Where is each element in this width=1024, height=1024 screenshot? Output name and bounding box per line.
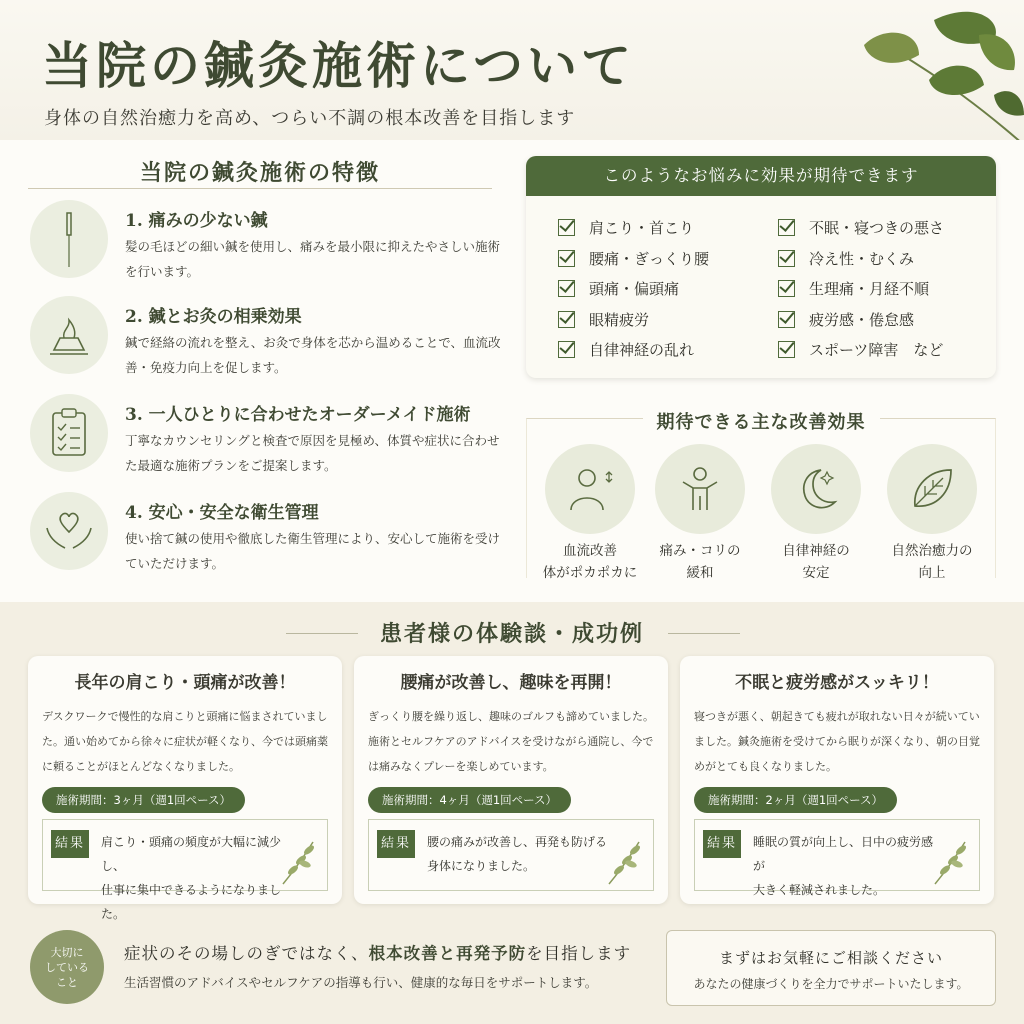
feature-text: 丁寧なカウンセリングと検査で原因を見極め、体質や症状に合わせた最適な施術プランをご提案します。 [125,433,500,473]
feature-item [30,200,500,296]
concern-item: 生理痛・月経不順 [778,277,929,299]
badge-line: している [45,960,89,974]
moxa-icon [30,296,108,374]
feature-title: 2. 鍼とお灸の相乗効果 [125,307,302,327]
result-box [42,819,328,921]
concern-item: 眼精疲労 [558,308,649,330]
effects-heading: 期待できる主な改善効果 [643,412,880,433]
effect-item [540,444,640,584]
feature-text: 髪の毛ほどの細い鍼を使用し、痛みを最小限に抑えたやさしい施術を行います。 [125,239,501,279]
result-label: 結果 [377,830,415,858]
result-box [368,819,654,891]
checkbox-icon [778,311,795,328]
concern-item: 冷え性・むくみ [778,247,914,269]
effect-label: 緩和 [686,565,714,581]
feature-text: 使い捨て鍼の使用や徹底した衛生管理により、安心して施術を受けていただけます。 [125,531,501,571]
feature-item [30,492,500,588]
moon-icon [771,444,861,534]
feature-item [30,394,500,490]
sprig-icon [279,838,319,886]
feature-item [30,296,500,392]
concern-item: 疲労感・倦怠感 [778,308,914,330]
testimonial-card [28,656,342,921]
header [0,0,1024,140]
effect-label: 血流改善 [563,543,617,559]
result-text: 身体になりました。 [427,859,536,873]
badge-line: 大切に [50,945,84,959]
consultation-box[interactable] [666,930,996,1006]
result-text: 大きく軽減されました。 [753,883,886,897]
result-text: 仕事に集中できるようになりました。 [101,883,282,921]
heart-hands-icon [30,492,108,570]
effect-item [882,444,982,584]
checkbox-icon [778,341,795,358]
page-subtitle: 身体の自然治癒力を高め、つらい不調の根本改善を目指します [44,108,576,129]
leaf-icon [887,444,977,534]
important-badge [30,930,104,1004]
period-badge: 施術期間：2ヶ月（週1回ペース） [694,787,897,813]
effect-label: 痛み・コリの [659,543,741,559]
concern-item: 頭痛・偏頭痛 [558,277,679,299]
feature-title: 3. 一人ひとりに合わせたオーダーメイド施術 [125,405,471,425]
concern-item: 肩こり・首こり [558,216,694,238]
consultation-subtext: あなたの健康づくりを全力でサポートいたします。 [693,977,969,991]
effect-item [650,444,750,584]
result-text: 肩こり・頭痛の頻度が大幅に減少し、 [101,835,282,873]
testimonial-card [354,656,668,904]
checkbox-icon [558,311,575,328]
feature-text: 鍼で経絡の流れを整え、お灸で身体を芯から温めることで、血流改善・免疫力向上を促します。 [125,335,501,375]
checkbox-icon [558,341,575,358]
card-text: 寝つきが悪く、朝起きても疲れが取れない日々が続いていました。鍼灸施術を受けてから眠りが深くなり、朝の目覚めがとても良くなりました。 [694,710,980,773]
leaves-decoration-icon [834,0,1024,150]
card-text: デスクワークで慢性的な肩こりと頭痛に悩まされていました。通い始めてから徐々に症状が軽くなり、今では頭痛薬に頼ることがほとんどなくなりました。 [42,710,328,773]
body-warm-icon [545,444,635,534]
result-text: 睡眠の質が向上し、日中の疲労感が [753,835,934,873]
badge-line: こと [56,975,78,989]
testimonial-card [680,656,994,904]
checkbox-icon [558,219,575,236]
effect-label: 向上 [918,565,946,581]
checkbox-icon [558,250,575,267]
relief-person-icon [655,444,745,534]
features-divider [28,188,492,189]
checkbox-icon [778,250,795,267]
card-title: 長年の肩こり・頭痛が改善！ [74,673,296,693]
checkbox-icon [778,219,795,236]
feature-title: 4. 安心・安全な衛生管理 [125,503,319,523]
result-text: 腰の痛みが改善し、再発も防げる [427,835,608,849]
effect-label: 自然治癒力の [891,543,973,559]
card-title: 腰痛が改善し、趣味を再開！ [400,673,622,693]
concern-item: スポーツ障害 など [778,338,943,360]
result-box [694,819,980,897]
features-heading: 当院の鍼灸施術の特徴 [139,160,380,186]
needle-icon [30,200,108,278]
bottom-emphasis: 根本改善と再発予防 [368,944,527,963]
card-text: ぎっくり腰を繰り返し、趣味のゴルフも諦めていました。施術とセルフケアのアドバイスを受けながら通院し、今では痛みなくプレーを楽しめています。 [368,710,654,773]
concerns-heading: このようなお悩みに効果が期待できます [526,156,996,196]
checkbox-icon [778,280,795,297]
checkbox-icon [558,280,575,297]
sprig-icon [605,838,645,886]
concern-item: 自律神経の乱れ [558,338,694,360]
concerns-box [526,156,996,378]
concern-item: 腰痛・ぎっくり腰 [558,247,709,269]
clipboard-icon [30,394,108,472]
effects-heading-wrap [526,408,996,434]
bottom-subtext: 生活習慣のアドバイスやセルフケアの指導も行い、健康的な毎日をサポートします。 [124,975,598,990]
consultation-title: まずはお気軽にご相談ください [718,949,943,967]
sprig-icon [931,838,971,886]
concern-item: 不眠・寝つきの悪さ [778,216,944,238]
effect-label: 安定 [802,565,830,581]
card-title: 不眠と疲労感がスッキリ！ [735,673,939,693]
effect-label: 自律神経の [782,543,850,559]
result-label: 結果 [703,830,741,858]
effect-label: 体がポカポカに [542,565,638,581]
page-title: 当院の鍼灸施術について [42,36,635,95]
feature-title: 1. 痛みの少ない鍼 [125,211,268,231]
period-badge: 施術期間：4ヶ月（週1回ペース） [368,787,571,813]
result-label: 結果 [51,830,89,858]
period-badge: 施術期間：3ヶ月（週1回ペース） [42,787,245,813]
bottom-message: 症状のその場しのぎではなく、根本改善と再発予防を目指します [124,944,632,963]
testimonials-heading: 患者様の体験談・成功例 [379,621,644,647]
effect-item [766,444,866,584]
